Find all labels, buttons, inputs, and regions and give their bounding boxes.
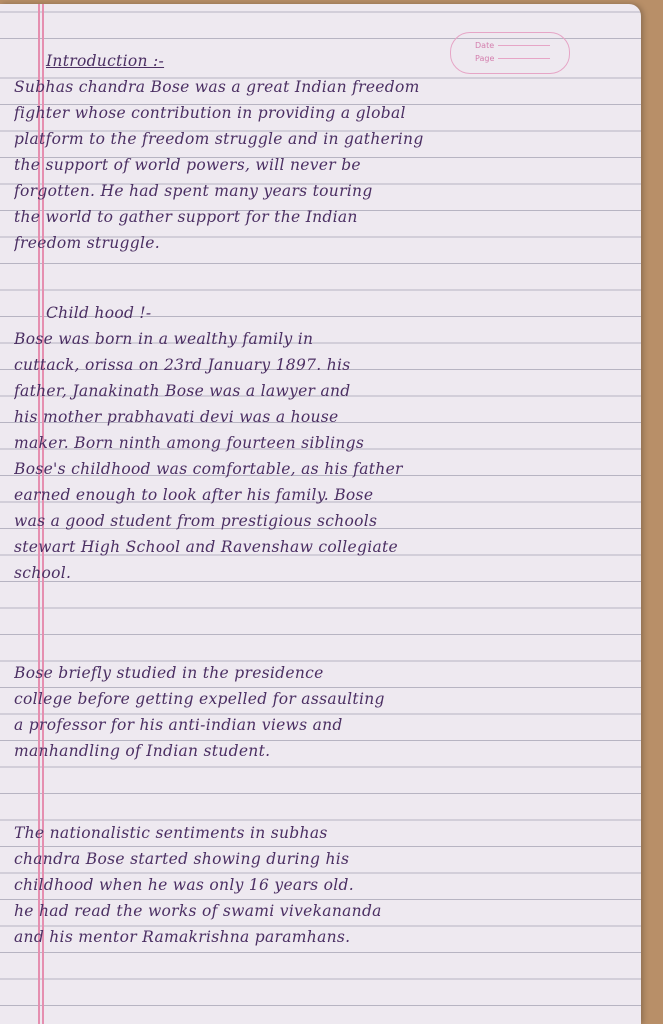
college-section — [14, 660, 635, 764]
nationalist-line: childhood when he was only 16 years old. — [14, 876, 355, 894]
intro-line: the support of world powers, will never be — [14, 156, 361, 174]
college-line: college before getting expelled for assaulting — [14, 690, 385, 708]
childhood-line: was a good student from prestigious schools — [14, 512, 378, 530]
childhood-line: father, Janakinath Bose was a lawyer and — [14, 382, 351, 400]
intro-line: freedom struggle. — [14, 234, 160, 252]
nationalist-line: he had read the works of swami vivekananda — [14, 902, 382, 920]
childhood-line: earned enough to look after his family. Bose — [14, 486, 374, 504]
date-label: Date — [475, 41, 495, 50]
childhood-line: maker. Born ninth among fourteen siblings — [14, 434, 365, 452]
nationalist-line: The nationalistic sentiments in subhas — [14, 824, 328, 842]
intro-line: Subhas chandra Bose was a great Indian freedom — [14, 78, 420, 96]
childhood-section — [14, 300, 635, 586]
intro-line: fighter whose contribution in providing a global — [14, 104, 406, 122]
intro-heading: Introduction :- — [46, 52, 165, 70]
college-line: a professor for his anti-indian views and — [14, 716, 343, 734]
intro-line: the world to gather support for the Indian — [14, 208, 358, 226]
childhood-line: Bose's childhood was comfortable, as his father — [14, 460, 403, 478]
notebook-page — [0, 4, 641, 1024]
childhood-line: Bose was born in a wealthy family in — [14, 330, 314, 348]
childhood-line: stewart High School and Ravenshaw collegiate — [14, 538, 399, 556]
college-line: Bose briefly studied in the presidence — [14, 664, 324, 682]
childhood-heading: Child hood !- — [46, 304, 152, 322]
intro-section — [14, 48, 635, 256]
childhood-line: cuttack, orissa on 23rd January 1897. his — [14, 356, 351, 374]
childhood-line: his mother prabhavati devi was a house — [14, 408, 339, 426]
page-label: Page — [475, 54, 495, 63]
childhood-line: school. — [14, 564, 72, 582]
nationalist-line: chandra Bose started showing during his — [14, 850, 350, 868]
intro-line: platform to the freedom struggle and in gathering — [14, 130, 424, 148]
nationalist-section — [14, 820, 635, 950]
intro-line: forgotten. He had spent many years touring — [14, 182, 373, 200]
college-line: manhandling of Indian student. — [14, 742, 271, 760]
nationalist-line: and his mentor Ramakrishna paramhans. — [14, 928, 351, 946]
